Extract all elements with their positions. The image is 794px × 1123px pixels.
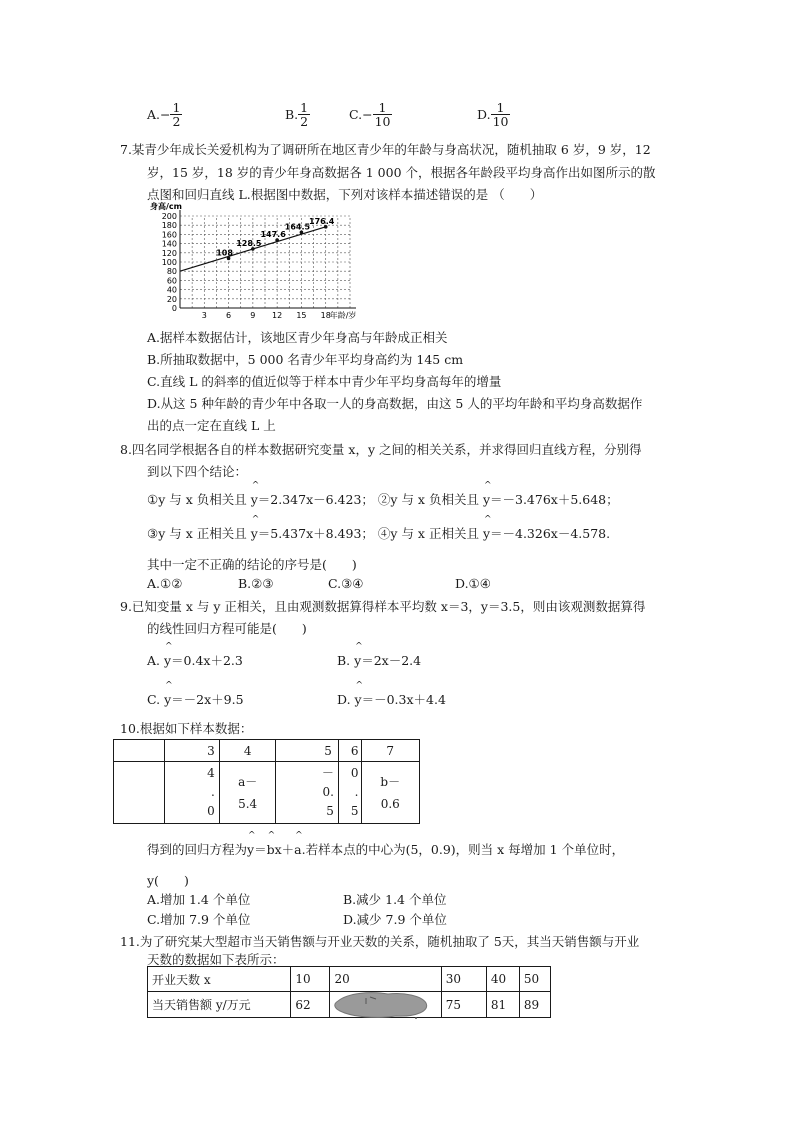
- q11-cell: 10: [291, 967, 330, 992]
- q10-line2: y( ): [147, 873, 189, 888]
- q11-cell: 当天销售额 y/万元: [148, 992, 291, 1018]
- fraction-numerator: 1: [300, 100, 309, 115]
- y-tick-label: 20: [166, 294, 177, 304]
- q10-value-line: －: [321, 766, 334, 780]
- q9-option-c-eq: ＝－2x＋9.5: [171, 692, 244, 707]
- y-tick-label: 200: [161, 212, 177, 221]
- q10-value-cell: [164, 762, 219, 824]
- y-tick-label: 160: [161, 230, 177, 240]
- q9-option-a-eq: ＝0.4x＋2.3: [171, 653, 243, 668]
- y-tick-label: 140: [161, 239, 177, 249]
- q9-option-a-yhat: ^ y: [164, 653, 171, 668]
- y-axis-title: 身高/cm: [150, 202, 182, 211]
- q10-value-cell: [338, 762, 361, 824]
- q10-value-cell-empty: [114, 762, 165, 824]
- q9-option-a: [147, 651, 243, 669]
- q8-line1: 8.四名同学根据各自的样本数据研究变量 x，y 之间的相关关系，并求得回归直线方程，分别得: [120, 442, 642, 457]
- q11-line2: 天数的数据如下表所示：: [147, 952, 285, 967]
- q7-option-c: C.直线 L 的斜率的值近似等于样本中青少年平均身高每年的增量: [147, 374, 502, 389]
- q11-sales-table: [147, 966, 551, 1018]
- fraction-numerator: 1: [491, 101, 511, 115]
- data-label: 108: [216, 248, 233, 258]
- q10-value-line: 0.: [322, 785, 334, 799]
- q10-option-b: B.减少 1.4 个单位: [343, 892, 447, 907]
- q10-option-c: C.增加 7.9 个单位: [147, 912, 251, 927]
- q11-cell: 30: [441, 967, 486, 992]
- q10-value-line: 5: [326, 804, 334, 818]
- q8-option-b: B.②③: [238, 576, 274, 591]
- fraction-numerator: 1: [172, 100, 181, 115]
- height-age-scatter-chart: [150, 200, 380, 324]
- q8-c1-eq: ＝2.347x－6.423；: [257, 492, 374, 507]
- q10-value-line: 0: [207, 804, 215, 818]
- data-label: 164.5: [284, 222, 311, 232]
- q10-value-line: .: [354, 785, 359, 799]
- q8-conclusions-1-2: [147, 490, 619, 508]
- q10-intro: 10.根据如下样本数据：: [120, 721, 253, 736]
- q10-value-line: .: [210, 785, 215, 799]
- q8-question: 其中一定不正确的结论的序号是( ): [147, 557, 357, 572]
- q10-header-cell: 3: [164, 740, 219, 762]
- q9-option-d-eq: ＝－0.3x＋4.4: [361, 692, 446, 707]
- x-axis-title: 年龄/岁: [329, 311, 357, 320]
- ink-smudge-icon: [330, 989, 432, 1019]
- y-tick-label: 120: [161, 248, 177, 258]
- q10-line1: [147, 840, 624, 858]
- fraction-denominator: 10: [492, 114, 509, 129]
- x-tick-label: 6: [226, 311, 232, 320]
- q10-header-row: [114, 740, 420, 762]
- x-tick-label: 3: [201, 311, 207, 320]
- q9-option-b-yhat: ^ y: [354, 653, 361, 668]
- q6-option-fraction: [373, 101, 393, 128]
- q10-bhat: ^ b: [267, 842, 275, 857]
- q9-option-b-eq: ＝2x－2.4: [361, 653, 422, 668]
- q6-option-a: [147, 101, 182, 128]
- q8-line2: 到以下四个结论：: [147, 464, 248, 479]
- q6-option-letter: D.: [477, 107, 491, 122]
- q10-option-a: A.增加 1.4 个单位: [147, 892, 251, 907]
- q8-c2-yhat: ^ y: [483, 492, 490, 507]
- fraction-denominator: 10: [374, 114, 391, 129]
- q10-value-line: a－: [238, 774, 258, 789]
- q9-line2: 的线性回归方程可能是( ): [147, 621, 307, 636]
- q11-cell: 50: [519, 967, 550, 992]
- q7-option-d: D.从这 5 种年龄的青少年中各取一人的身高数据，由这 5 人的平均年龄和平均身高数据作: [147, 396, 643, 411]
- q11-cell: 75: [441, 992, 486, 1018]
- q9-option-d-yhat: ^ y: [355, 692, 362, 707]
- q8-option-d: D.①④: [455, 576, 491, 591]
- q8-c4-pre: ④y 与 x 正相关且: [377, 526, 479, 541]
- q10-value-cell: [361, 762, 420, 824]
- data-label: 128.5: [236, 238, 262, 248]
- y-tick-label: 60: [166, 276, 177, 286]
- q9-line1: 9.已知变量 x 与 y 正相关，且由观测数据算得样本平均数 x＝3，y＝3.5，则由该观测数据算得: [120, 599, 646, 614]
- q10-header-cell: 6: [338, 740, 361, 762]
- q10-sample-table: [113, 739, 420, 824]
- q10-yhat: ^ y: [247, 842, 254, 857]
- q8-c4-eq: ＝－4.326x－4.578.: [490, 526, 611, 541]
- data-label: 147.6: [260, 230, 286, 240]
- q11-smudged-cell: [330, 992, 441, 1018]
- q11-days-row: [148, 967, 551, 992]
- q6-option-c: [349, 101, 392, 128]
- q6-option-b: [285, 101, 310, 128]
- q11-cell: 62: [291, 992, 330, 1018]
- q11-line1: 11.为了研究某大型超市当天销售额与开业天数的关系，随机抽取了 5天，其当天销售额与开业: [120, 934, 640, 949]
- q6-option-fraction: [298, 101, 310, 128]
- q6-option-d: [477, 101, 510, 128]
- q8-c3-yhat: ^ y: [251, 526, 258, 541]
- q7-option-b: B.所抽取数据中，5 000 名青少年平均身高约为 145 cm: [147, 352, 464, 367]
- q9-option-a-letter: A.: [147, 653, 164, 668]
- y-tick-label: 40: [166, 285, 177, 295]
- q8-conclusions-3-4: [147, 524, 610, 542]
- q10-header-cell: 7: [361, 740, 420, 762]
- q11-cell: 81: [486, 992, 519, 1018]
- q8-c3-eq: ＝5.437x＋8.493；: [257, 526, 374, 541]
- q10-value-cell: [276, 762, 338, 824]
- q10-header-cell: [114, 740, 165, 762]
- q11-cell: 开业天数 x: [148, 967, 291, 992]
- q11-cell: 40: [486, 967, 519, 992]
- q10-ahat: ^ a: [294, 842, 301, 857]
- q10-value-row: [114, 762, 420, 824]
- q10-line1-pre: 得到的回归方程为: [147, 842, 248, 857]
- y-tick-label: 180: [161, 221, 177, 231]
- q8-c1-pre: ①y 与 x 负相关且: [147, 492, 247, 507]
- q10-line1-eq: ＝: [254, 842, 267, 857]
- x-tick-label: 9: [250, 311, 256, 320]
- q9-option-d-letter: D.: [337, 692, 355, 707]
- x-tick-label: 12: [272, 311, 283, 320]
- q7-option-d-cont: 出的点一定在直线 L 上: [147, 418, 276, 433]
- q7-line3: 点图和回归直线 L.根据图中数据，下列对该样本描述错误的是 （ ）: [147, 187, 543, 202]
- q6-option-letter: C.−: [349, 107, 373, 122]
- q6-option-letter: A.−: [147, 107, 171, 122]
- q10-value-line: 0.6: [380, 796, 400, 811]
- q6-option-fraction: [491, 101, 511, 128]
- q10-value-line: 0: [350, 766, 359, 780]
- fraction-denominator: 2: [172, 114, 181, 129]
- q10-value-line: 4: [207, 766, 215, 780]
- q10-option-d: D.减少 7.9 个单位: [343, 912, 447, 927]
- q11-cell: 89: [519, 992, 550, 1018]
- q11-sales-row: [148, 992, 551, 1018]
- y-tick-label: 80: [166, 267, 177, 277]
- q10-value-line: 5: [350, 804, 359, 818]
- q10-header-cell: 5: [276, 740, 338, 762]
- q10-value-line: 5.4: [238, 796, 258, 811]
- q10-line1-x: x＋: [274, 842, 295, 857]
- q10-line1-post: .若样本点的中心为(5，0.9)，则当 x 每增加 1 个单位时，: [301, 842, 625, 857]
- q7-option-a: A.据样本数据估计，该地区青少年身高与年龄成正相关: [147, 330, 448, 345]
- q8-option-a: A.①②: [147, 576, 183, 591]
- q9-option-b-letter: B.: [337, 653, 355, 668]
- q8-c2-eq: ＝－3.476x＋5.648；: [490, 492, 619, 507]
- q10-value-line: b－: [380, 774, 401, 789]
- x-tick-label: 18: [320, 311, 331, 320]
- q6-option-letter: B.: [285, 107, 299, 122]
- q8-c1-yhat: ^ y: [251, 492, 258, 507]
- q10-value-cell: [219, 762, 276, 824]
- q9-option-c-yhat: ^ y: [164, 692, 171, 707]
- q8-c2-pre: ②y 与 x 负相关且: [377, 492, 479, 507]
- x-tick-label: 15: [296, 311, 307, 320]
- y-tick-label: 100: [161, 258, 177, 267]
- q7-line2: 岁，15 岁，18 岁的青少年身高数据各 1 000 个，根据各年龄段平均身高作出如图所示的散: [147, 165, 656, 180]
- q9-option-b: [337, 651, 421, 669]
- y-tick-label: 0: [171, 304, 177, 313]
- q11-cell: 20: [330, 967, 441, 992]
- q7-line1: 7.某青少年成长关爱机构为了调研所在地区青少年的年龄与身高状况，随机抽取 6 岁，9 岁，12: [120, 142, 651, 157]
- q9-option-c: [147, 690, 244, 708]
- q8-c4-yhat: ^ y: [483, 526, 490, 541]
- q8-c3-pre: ③y 与 x 正相关且: [147, 526, 247, 541]
- q8-option-c: C.③④: [328, 576, 364, 591]
- data-label: 176.4: [309, 216, 335, 226]
- q10-header-cell: 4: [219, 740, 276, 762]
- fraction-numerator: 1: [373, 101, 393, 115]
- q9-option-c-letter: C.: [147, 692, 165, 707]
- q6-option-fraction: [170, 101, 182, 128]
- q9-option-d: [337, 690, 446, 708]
- fraction-denominator: 2: [300, 114, 309, 129]
